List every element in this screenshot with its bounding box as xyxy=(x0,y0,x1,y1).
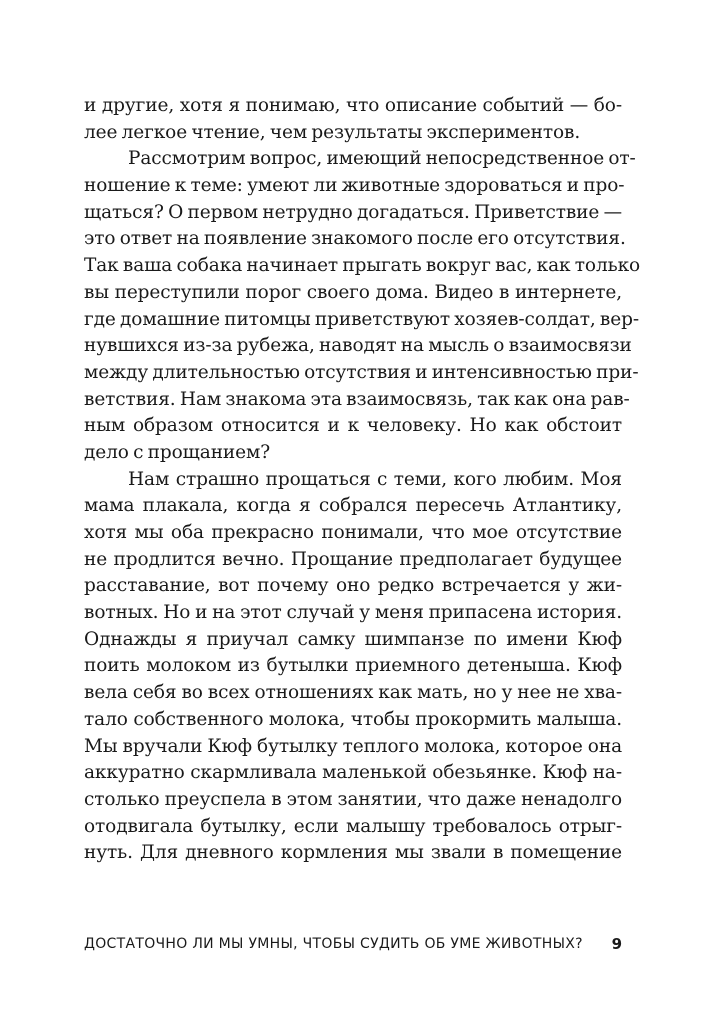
paragraph-start-line: Нам страшно прощаться с теми, кого любим. Моя xyxy=(128,468,622,490)
paragraph-start-line: Рассмотрим вопрос, имеющий непосредственное от- xyxy=(128,148,636,170)
text-line: это ответ на появление знакомого после его отсутствия. xyxy=(84,228,626,250)
page-number: 9 xyxy=(611,935,622,953)
text-line: отодвигала бутылку, если малышу требовалось отрыг- xyxy=(84,815,622,837)
text-line: и другие, хотя я понимаю, что описание событий — бо- xyxy=(84,95,622,116)
text-line: вы переступили порог своего дома. Видео в интернете, xyxy=(84,281,622,303)
page-footer xyxy=(84,932,622,956)
text-line: нувшихся из-за рубежа, наводят на мысль о взаимосвязи xyxy=(84,335,632,357)
text-line: столько преуспела в этом занятии, что даже ненадолго xyxy=(84,788,622,810)
text-line: вотных. Но и на этот случай у меня припасена история. xyxy=(84,602,622,624)
text-line: ным образом относится и к человеку. Но как обстоит xyxy=(84,415,622,437)
text-line: поить молоком из бутылки приемного детеныша. Кюф xyxy=(84,655,622,677)
text-line: Мы вручали Кюф бутылку теплого молока, которое она xyxy=(84,735,622,757)
text-line: щаться? О первом нетрудно догадаться. Приветствие — xyxy=(84,201,622,223)
text-line: хотя мы оба прекрасно понимали, что мое отсутствие xyxy=(84,522,622,543)
body-text xyxy=(84,93,641,867)
text-line: лее легкое чтение, чем результаты экспериментов. xyxy=(84,121,581,143)
text-line: дело с прощанием? xyxy=(84,441,271,463)
text-line: Так ваша собака начинает прыгать вокруг вас, как только xyxy=(84,255,641,277)
text-line: аккуратно скармливала маленькой обезьянке. Кюф на- xyxy=(84,762,622,784)
text-line: не продлится вечно. Прощание предполагает будущее xyxy=(84,548,622,570)
text-line: Однажды я приучал самку шимпанзе по имени Кюф xyxy=(84,628,622,650)
text-line: ветствия. Нам знакома эта взаимосвязь, так как она рав- xyxy=(84,388,630,410)
text-line: расставание, вот почему оно редко встречается у жи- xyxy=(84,575,622,597)
text-line: где домашние питомцы приветствуют хозяев-солдат, вер- xyxy=(84,308,639,330)
text-line: между длительностью отсутствия и интенсивностью при- xyxy=(84,361,639,383)
text-line: вела себя во всех отношениях как мать, но у нее не хва- xyxy=(84,682,622,704)
text-line: тало собственного молока, чтобы прокормить малыша. xyxy=(84,708,622,730)
text-line: мама плакала, когда я собрался пересечь Атлантику, xyxy=(84,495,622,517)
text-line: нуть. Для дневного кормления мы звали в помещение xyxy=(84,842,622,864)
running-head: ДОСТАТОЧНО ЛИ МЫ УМНЫ, ЧТОБЫ СУДИТЬ ОБ УМЕ ЖИВОТНЫХ? xyxy=(84,936,583,952)
text-line: ношение к теме: умеют ли животные здороваться и про- xyxy=(84,175,625,197)
